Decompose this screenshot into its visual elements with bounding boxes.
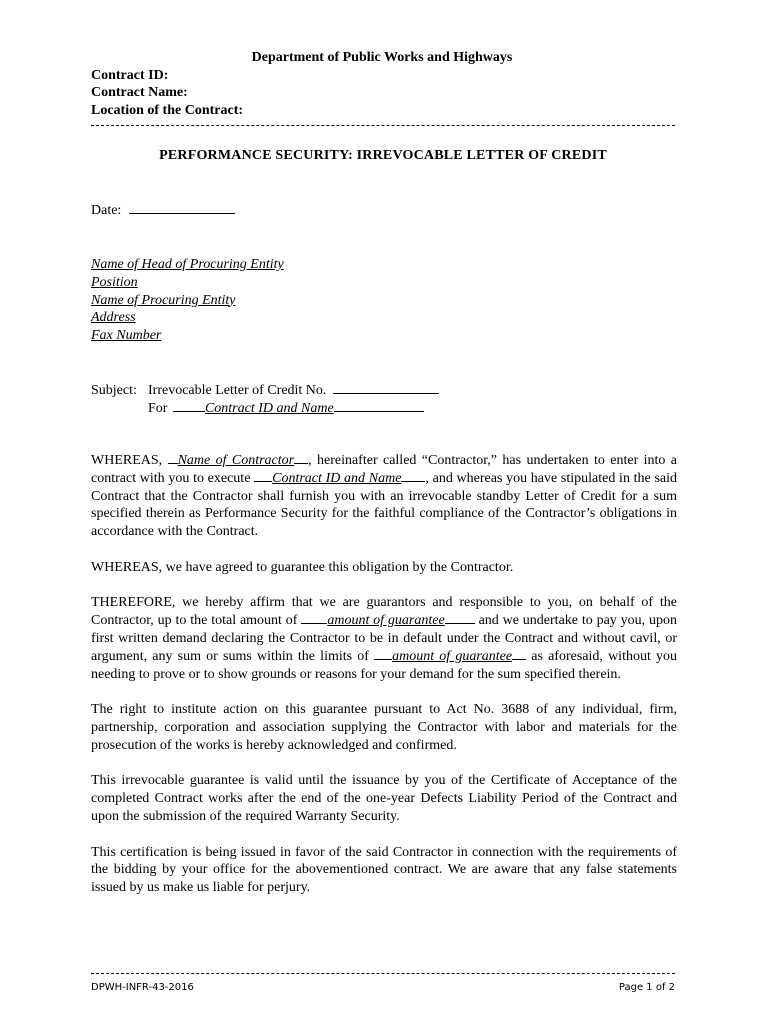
addressee-head: Name of Head of Procuring Entity [91, 257, 284, 272]
contract-name-label: Contract Name: [91, 85, 188, 100]
lc-number-blank [333, 392, 439, 394]
paragraph-2: WHEREAS, we have agreed to guarantee this obligation by the Contractor. [91, 559, 514, 575]
form-code: DPWH-INFR-43-2016 [91, 982, 194, 993]
department-name: Department of Public Works and Highways [251, 50, 513, 65]
paragraph-6: This certification is being issued in favor of the said Contractor in connection with the requirements of the bidding by your office for the abovementioned contract. We are aware that any false statements issued by us make us liable for perjury. [91, 844, 677, 896]
date-line [91, 203, 235, 219]
document-header [91, 49, 675, 119]
subject-for-value: Contract ID and Name [204, 401, 334, 416]
contractor-name-fill: Name of Contractor [177, 453, 295, 468]
contract-id-fill: Contract ID and Name [272, 470, 402, 486]
paragraph-4: The right to institute action on this guarantee pursuant to Act No. 3688 of any individual, firm, partnership, corporation and association supplying the Contractor with labor and materials for the prosecution of the works is hereby acknowledged and confirmed. [91, 702, 677, 753]
paragraph-3: THEREFORE, we hereby affirm that we are guarantors and responsible to you, on behalf of the Contractor, up to the total amount of amount of guarantee and we undertake to pay you, upon first written demand declaring the Contractor to be in default under the Contract and without cavil, or argument, any sum or sums within the limits of amount of guarantee as aforesaid, without you needing to prove or to show grounds or reasons for your demand for the sum specified therein. [91, 595, 678, 682]
letter-body [91, 452, 677, 915]
date-blank [129, 212, 235, 214]
location-label: Location of the Contract: [91, 102, 244, 118]
addressee-entity: Name of Procuring Entity [91, 292, 236, 308]
amount-fill-2: amount of guarantee [392, 648, 513, 664]
addressee-fax: Fax Number [91, 328, 162, 344]
subject-for-line [91, 400, 439, 418]
addressee-address: Address [91, 310, 136, 326]
subject-block [91, 382, 439, 418]
subject-for-label: For [148, 401, 168, 416]
subject-line [91, 382, 439, 400]
paragraph-5: This irrevocable guarantee is valid until the issuance by you of the Certificate of Acceptance of the completed Contract works after the end of the one-year Defects Liability Period of the Contract and upon the submission of the required Warranty Security. [91, 773, 677, 824]
header-divider [91, 125, 675, 126]
contract-id-label: Contract ID: [91, 67, 169, 83]
paragraph-1: WHEREAS, Name of Contractor , hereinafter called “Contractor,” has undertaken to enter into a contract with you to execute Contract ID and Name , and whereas you have stipulated in the said Contract that the Contractor shall furnish you with an irrevocable standby Letter of Credit for a sum specified therein as Performance Security for the faithful compliance of the Contractor’s obligations in accordance with the Contract. [91, 453, 678, 540]
footer-divider [91, 973, 675, 974]
date-label: Date: [91, 203, 122, 218]
addressee-block [91, 256, 284, 345]
document-title: PERFORMANCE SECURITY: IRREVOCABLE LETTER OF CREDIT [159, 148, 607, 163]
addressee-position: Position [91, 274, 138, 290]
subject-text: Irrevocable Letter of Credit No. [148, 383, 327, 398]
subject-label: Subject: [91, 383, 137, 398]
amount-fill-1: amount of guarantee [327, 613, 445, 629]
page-number: Page 1 of 2 [618, 982, 675, 993]
